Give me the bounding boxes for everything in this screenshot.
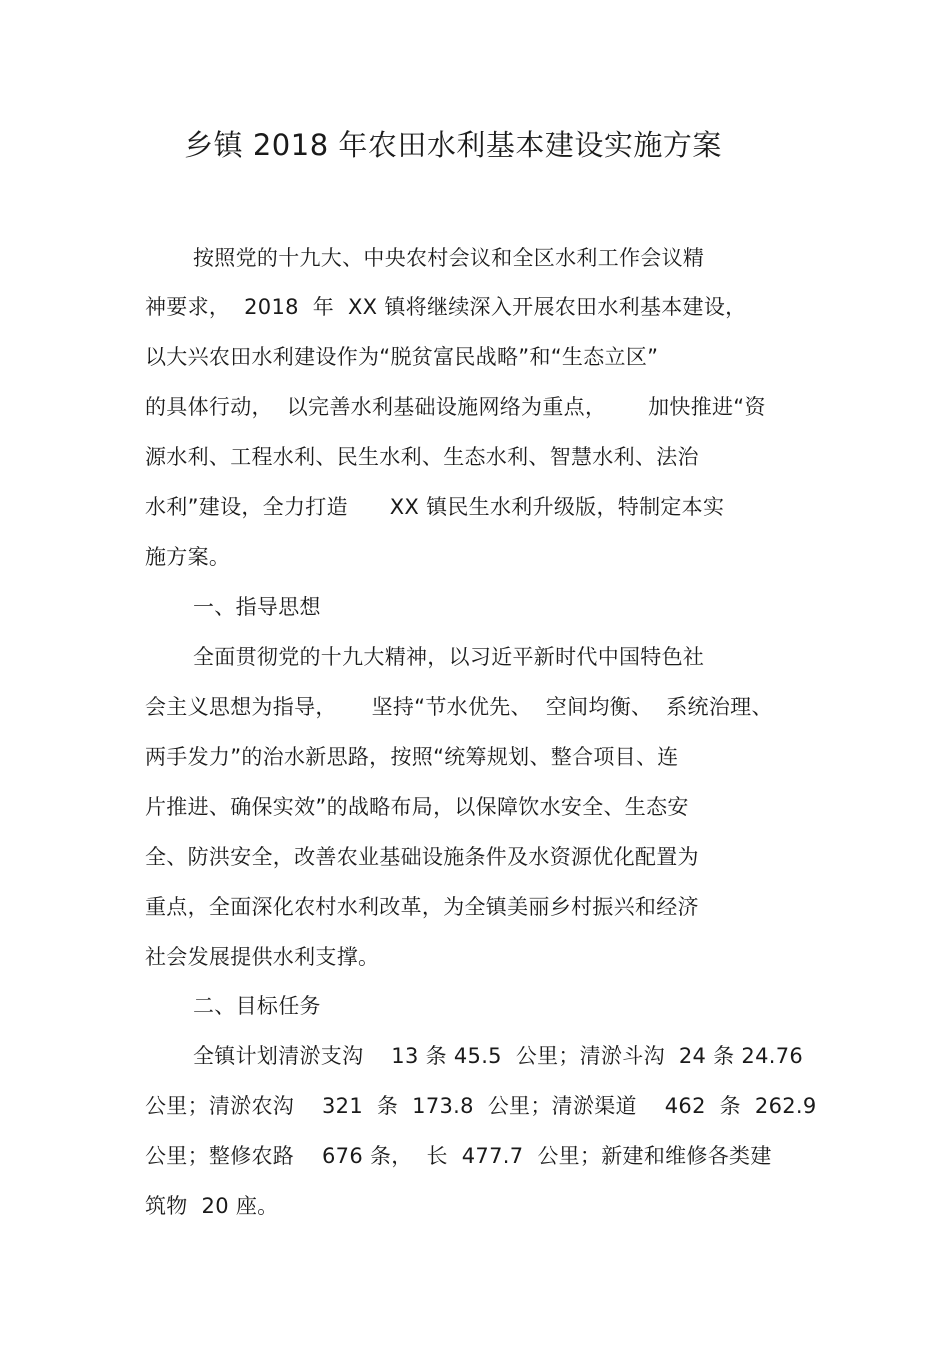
document-title: 乡镇 2018 年农田水利基本建设实施方案 — [184, 128, 722, 162]
paragraph-line: 片推进、确保实效”的战略布局，以保障饮水安全、生态安 — [145, 795, 689, 819]
section-heading-guiding-ideology: 一、指导思想 — [193, 595, 321, 619]
paragraph-line: 两手发力”的治水新思路，按照“统筹规划、整合项目、连 — [145, 745, 679, 769]
paragraph-line: 重点，全面深化农村水利改革，为全镇美丽乡村振兴和经济 — [145, 895, 699, 919]
paragraph-line: 神要求， 2018 年 XX 镇将继续深入开展农田水利基本建设， — [145, 295, 747, 319]
paragraph-line: 源水利、工程水利、民生水利、生态水利、智慧水利、法治 — [145, 445, 699, 469]
paragraph-line: 施方案。 — [145, 545, 231, 569]
paragraph-line: 筑物 20 座。 — [145, 1194, 279, 1218]
section-heading-targets: 二、目标任务 — [193, 994, 321, 1018]
paragraph-line: 公里；清淤农沟 321 条 173.8 公里；清淤渠道 462 条 262.9 — [145, 1094, 817, 1118]
paragraph-line: 公里；整修农路 676 条， 长 477.7 公里；新建和维修各类建 — [145, 1144, 772, 1168]
paragraph-line: 以大兴农田水利建设作为“脱贫富民战略”和“生态立区” — [145, 345, 659, 369]
paragraph-line: 的具体行动， 以完善水利基础设施网络为重点， 加快推进“资 — [145, 395, 766, 419]
paragraph-line: 全、防洪安全，改善农业基础设施条件及水资源优化配置为 — [145, 845, 699, 869]
paragraph-line: 会主义思想为指导， 坚持“节水优先、 空间均衡、 系统治理、 — [145, 695, 773, 719]
paragraph-line: 水利”建设，全力打造 XX 镇民生水利升级版，特制定本实 — [145, 495, 725, 519]
paragraph-line: 按照党的十九大、中央农村会议和全区水利工作会议精 — [193, 246, 705, 270]
paragraph-line: 社会发展提供水利支撑。 — [145, 945, 380, 969]
paragraph-line: 全镇计划清淤支沟 13 条 45.5 公里；清淤斗沟 24 条 24.76 — [193, 1044, 804, 1068]
paragraph-line: 全面贯彻党的十九大精神，以习近平新时代中国特色社 — [193, 645, 705, 669]
